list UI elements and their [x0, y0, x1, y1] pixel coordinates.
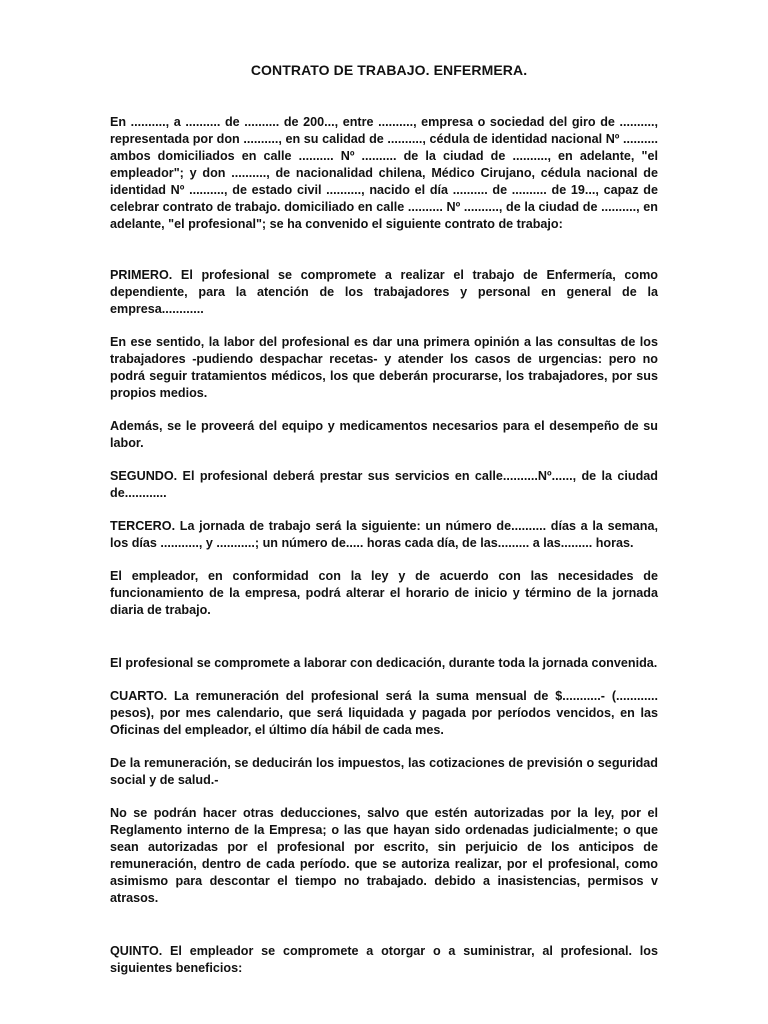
document-title: CONTRATO DE TRABAJO. ENFERMERA.	[250, 62, 528, 78]
paragraph-segundo: SEGUNDO. El profesional deberá prestar sus servicios en calle..........Nº......, de la ciudad de............	[110, 469, 658, 500]
spacer	[110, 619, 658, 655]
spacer	[110, 672, 658, 688]
paragraph-tercero: TERCERO. La jornada de trabajo será la siguiente: un número de.......... días a la semana, los días ..........., y ...........; un número de..... horas cada día, de las......... a las......... horas.	[110, 519, 658, 550]
spacer	[110, 402, 658, 418]
spacer	[110, 318, 658, 334]
paragraph-dedicacion: El profesional se compromete a laborar con dedicación, durante toda la jornada convenida.	[110, 656, 658, 670]
spacer	[110, 552, 658, 568]
paragraph-intro: En .........., a .......... de .......... de 200..., entre .........., empresa o sociedad del giro de .........., representada por don .........., en su calidad de .........., cédula de identidad nacional Nº .......... ambos domiciliados en calle .......... Nº .......... de la ciudad de .........., en adelante, "el empleador"; y don .........., de nacionalidad chilena, Médico Cirujano, cédula nacional de identidad Nº .........., de estado civil .........., nacido el día .......... de .......... de 19..., capaz de celebrar contrato de trabajo. domiciliado en calle .......... Nº .........., de la ciudad de .........., en adelante, "el profesional"; se ha convenido el siguiente contrato de trabajo:	[110, 115, 658, 231]
paragraph-cuarto: CUARTO. La remuneración del profesional será la suma mensual de $...........- (............ pesos), por mes calendario, que será liquidada y pagada por períodos vencidos, en las Oficinas del empleador, el último día hábil de cada mes.	[110, 689, 658, 737]
spacer	[110, 907, 658, 943]
spacer	[110, 789, 658, 805]
paragraph-otras-deducciones: No se podrán hacer otras deducciones, salvo que estén autorizadas por la ley, por el Reglamento interno de la Empresa; o las que hayan sido ordenadas judicialmente; o que sean autorizadas por el profesional por escrito, sin perjuicio de los anticipos de remuneración, dentro de cada período. que se autoriza realizar, por el profesional, como asimismo para descontar el tiempo no trabajado. debido a inasistencias, permisos v atrasos.	[110, 806, 658, 905]
paragraph-horario: El empleador, en conformidad con la ley y de acuerdo con las necesidades de funcionamiento de la empresa, podrá alterar el horario de inicio y término de la jornada diaria de trabajo.	[110, 569, 658, 617]
paragraph-primero: PRIMERO. El profesional se compromete a realizar el trabajo de Enfermería, como dependiente, para la atención de los trabajadores y personal en general de la empresa............	[110, 268, 658, 316]
spacer	[110, 502, 658, 518]
paragraph-deducciones: De la remuneración, se deducirán los impuestos, las cotizaciones de previsión o seguridad social y de salud.-	[110, 756, 658, 787]
spacer	[110, 233, 658, 267]
spacer	[110, 739, 658, 755]
paragraph-equipo: Además, se le proveerá del equipo y medicamentos necesarios para el desempeño de su labor.	[110, 419, 658, 450]
paragraph-labor: En ese sentido, la labor del profesional es dar una primera opinión a las consultas de los trabajadores -pudiendo despachar recetas- y atender los casos de urgencias: pero no podrá seguir tratamientos médicos, los que deberán procurarse, los trabajadores, por sus propios medios.	[110, 335, 658, 400]
spacer	[110, 452, 658, 468]
paragraph-quinto: QUINTO. El empleador se compromete a otorgar o a suministrar, al profesional. los siguientes beneficios:	[110, 944, 658, 975]
